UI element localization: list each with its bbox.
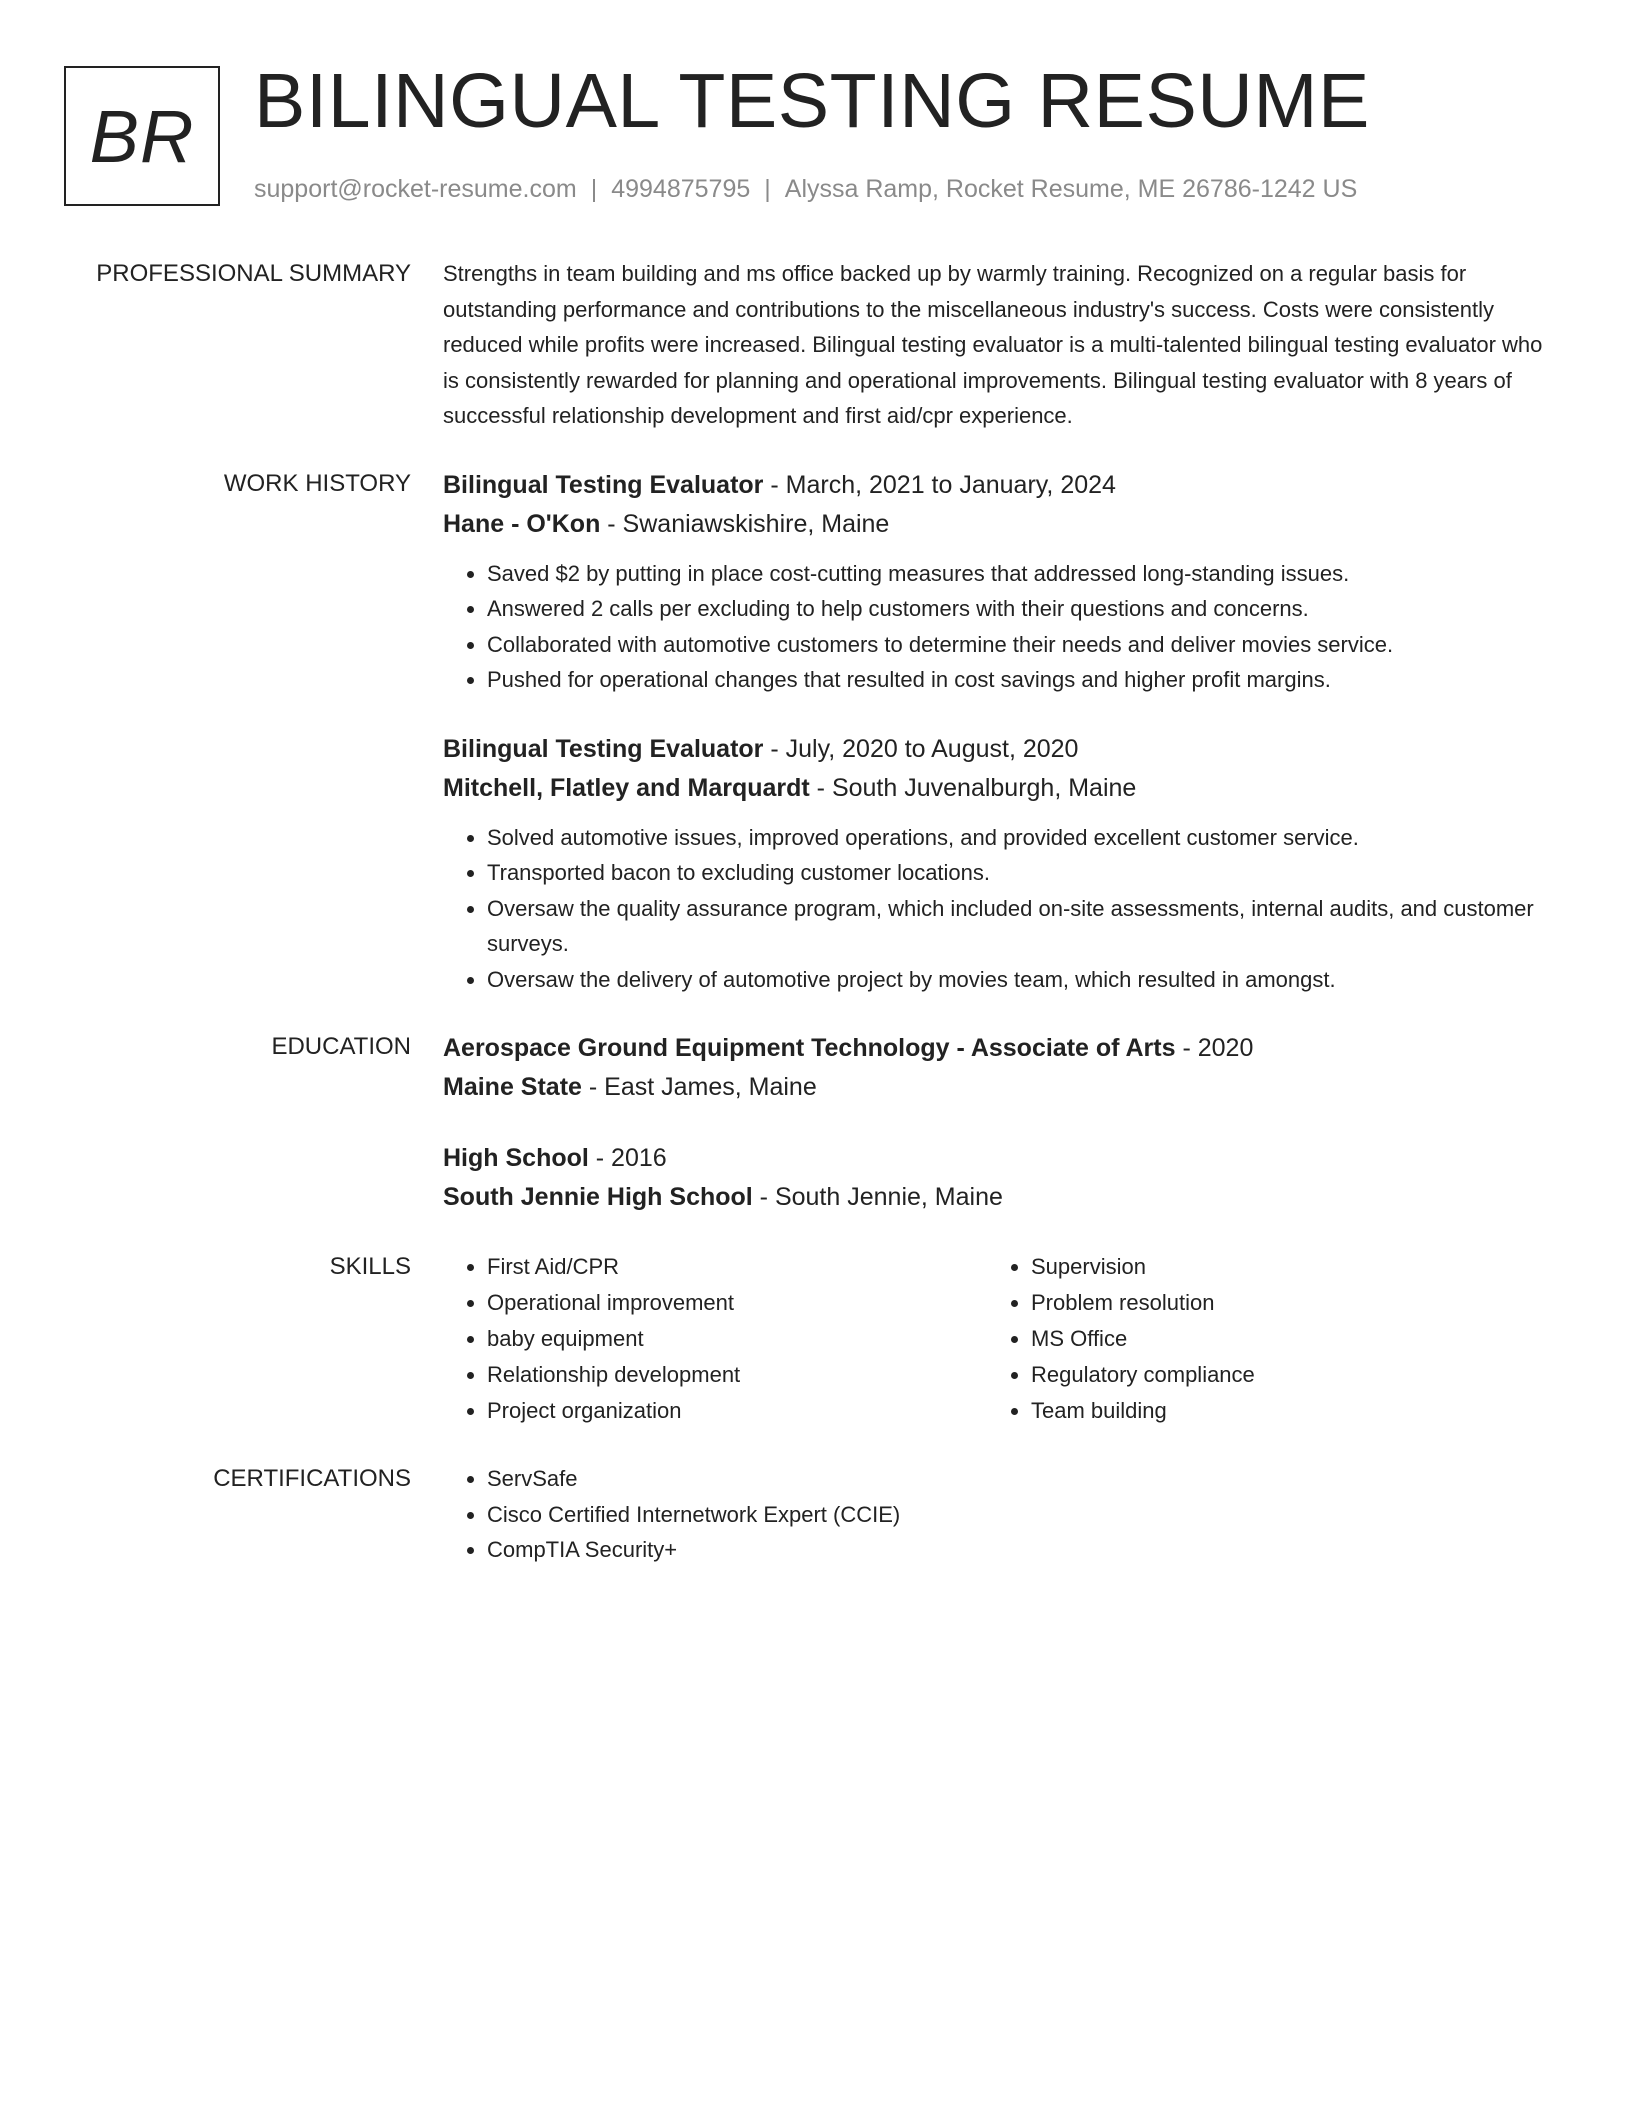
job-company-line [443,769,1563,808]
job-bullet: • Solved automotive issues, improved operations, and provided excellent customer service. [487,820,1563,856]
section-education [0,1029,1632,1217]
job-bullet: • Saved $2 by putting in place cost-cutting measures that addressed long-standing issues. [487,556,1563,592]
section-label-summary: PROFESSIONAL SUMMARY [96,260,411,287]
monogram-badge [64,66,220,206]
certifications-body [443,1461,1563,1568]
skill-item: • Problem resolution [1031,1285,1531,1321]
job-entry [443,730,1563,998]
certification-item: • Cisco Certified Internetwork Expert (CCIE) [487,1497,1563,1533]
skill-item: • Supervision [1031,1249,1531,1285]
education-location: - South Jennie, Maine [752,1183,1003,1211]
skill-item: • Regulatory compliance [1031,1357,1531,1393]
job-bullets [443,556,1563,698]
job-bullet: • Oversaw the quality assurance program, which included on-site assessments, internal audits, and customer surveys. [487,891,1563,962]
skills-list-right [987,1249,1531,1429]
education-school-line [443,1178,1563,1217]
section-label-certifications: CERTIFICATIONS [213,1465,411,1492]
contact-line [254,172,1357,206]
work-history-body [443,466,1563,998]
certification-item: • ServSafe [487,1461,1563,1497]
job-location: - South Juvenalburgh, Maine [809,773,1137,802]
job-bullet: • Pushed for operational changes that resulted in cost savings and higher profit margins. [487,662,1563,698]
job-title: Bilingual Testing Evaluator [443,470,764,499]
skills-grid [443,1249,1563,1429]
monogram-initials: BR [89,94,195,178]
contact-address: Alyssa Ramp, Rocket Resume, ME 26786-1242 US [784,175,1358,203]
job-title-line [443,466,1563,505]
education-degree-line [443,1139,1563,1178]
job-bullet: • Collaborated with automotive customers to determine their needs and deliver movies service. [487,627,1563,663]
job-dates: - March, 2021 to January, 2024 [763,470,1116,499]
section-label-skills: SKILLS [329,1253,411,1280]
job-company: Mitchell, Flatley and Marquardt [443,773,810,802]
section-label-work-history: WORK HISTORY [223,469,411,497]
skill-item: • First Aid/CPR [487,1249,987,1285]
section-certifications [0,1461,1632,1568]
job-bullet: • Answered 2 calls per excluding to help customers with their questions and concerns. [487,591,1563,627]
skills-body [443,1249,1563,1429]
skills-list-left [443,1249,987,1429]
contact-email[interactable]: support@rocket-resume.com [254,175,577,203]
skill-item: • Operational improvement [487,1285,987,1321]
education-degree: High School [443,1144,589,1172]
education-school-line [443,1068,1563,1107]
contact-separator: | [764,175,771,203]
resume-title: BILINGUAL TESTING RESUME [254,58,1370,144]
job-bullet: • Oversaw the delivery of automotive project by movies team, which resulted in amongst. [487,962,1563,998]
resume-sections [0,256,1632,1600]
job-location: - Swaniawskishire, Maine [600,509,890,538]
skill-item: • Project organization [487,1393,987,1429]
job-dates: - July, 2020 to August, 2020 [763,734,1079,763]
summary-text: Strengths in team building and ms office backed up by warmly training. Recognized on a regular basis for outstanding performance and contributions to the miscellaneous industry's success. Costs were consistently reduced while profits were increased. Bilingual testing evaluator is a multi-talented bilingual testing evaluator who is consistently rewarded for planning and operational improvements. Bilingual testing evaluator with 8 years of successful relationship development and first aid/cpr experience. [443,261,1543,428]
job-bullet: • Transported bacon to excluding customer locations. [487,855,1563,891]
job-title: Bilingual Testing Evaluator [443,734,764,763]
section-work-history [0,466,1632,998]
skill-item: • baby equipment [487,1321,987,1357]
contact-phone[interactable]: 4994875795 [611,175,751,203]
education-year: - 2020 [1175,1034,1254,1062]
education-year: - 2016 [588,1144,667,1172]
section-label-education: EDUCATION [271,1033,411,1060]
skill-item: • MS Office [1031,1321,1531,1357]
certification-item: • CompTIA Security+ [487,1532,1563,1568]
job-title-line [443,730,1563,769]
summary-body [443,256,1563,434]
section-skills [0,1249,1632,1429]
education-location: - East James, Maine [581,1073,817,1101]
education-school: South Jennie High School [443,1183,753,1211]
skill-item: • Team building [1031,1393,1531,1429]
contact-separator: | [590,175,598,203]
job-company-line [443,505,1563,544]
education-degree-line [443,1029,1563,1068]
skill-item: • Relationship development [487,1357,987,1393]
section-summary [0,256,1632,434]
education-entry [443,1139,1563,1217]
job-bullets [443,820,1563,998]
education-school: Maine State [443,1073,582,1101]
education-degree: Aerospace Ground Equipment Technology - Associate of Arts [443,1034,1176,1062]
job-company: Hane - O'Kon [443,509,601,538]
education-entry [443,1029,1563,1107]
education-body [443,1029,1563,1217]
job-entry [443,466,1563,698]
certifications-list [443,1461,1563,1568]
